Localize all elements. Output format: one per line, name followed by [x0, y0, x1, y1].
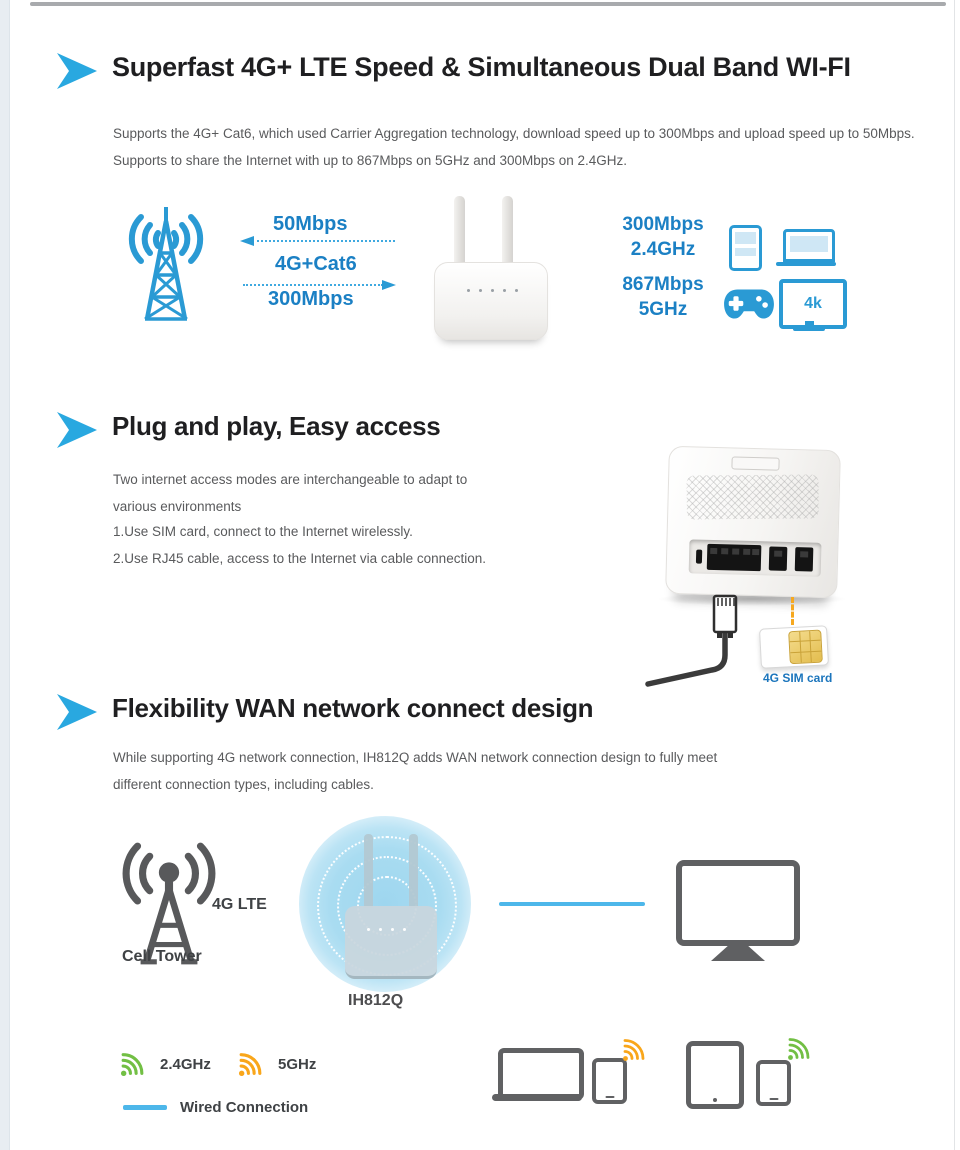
band-24-labels — [608, 212, 718, 262]
download-speed-label: 300Mbps — [268, 288, 354, 310]
sim-chip-line — [790, 640, 821, 643]
glow-router-led — [367, 928, 370, 931]
tablet-gray-icon — [686, 1041, 744, 1109]
glow-router-led — [403, 928, 406, 931]
phone-home-bar — [769, 1098, 778, 1101]
glow-router-antenna — [409, 834, 418, 908]
wifi-24-signal-icon — [786, 1036, 812, 1062]
legend-24-label: 2.4GHz — [160, 1056, 211, 1073]
lan-port-tooth — [743, 549, 750, 555]
band-24-speed: 300Mbps — [622, 214, 704, 235]
tv-stand-base — [793, 327, 825, 331]
sim-card-label: 4G SIM card — [763, 671, 833, 685]
section3-title: Flexibility WAN network connect design — [112, 693, 594, 723]
tablet-icon — [729, 225, 762, 271]
left-page-edge — [0, 0, 10, 1150]
right-page-edge — [954, 0, 955, 1150]
laptop-base — [492, 1094, 582, 1101]
upload-speed-label: 50Mbps — [273, 213, 348, 235]
wifi-5-signal-icon — [621, 1037, 647, 1063]
router-back-body — [665, 446, 841, 598]
band-24-freq: 2.4GHz — [630, 239, 696, 260]
router-led — [479, 289, 482, 292]
legend-wired-label: Wired Connection — [180, 1099, 309, 1116]
sim-chip — [788, 630, 823, 665]
router-led — [467, 289, 470, 292]
wifi-5-icon — [237, 1051, 264, 1078]
router-label-plate — [731, 456, 779, 470]
router-model-label: IH812Q — [348, 992, 404, 1009]
section2-bullet-arrow-icon — [57, 412, 97, 448]
laptop-screen-band — [790, 236, 828, 252]
section1-title: Superfast 4G+ LTE Speed & Simultaneous Dual Band WI-FI — [112, 52, 851, 82]
tablet-home-dot — [713, 1098, 717, 1102]
sim-chip-line — [799, 632, 802, 663]
sim-chip-line — [809, 631, 812, 662]
wan-port-tooth — [774, 551, 782, 557]
section3-bullet-arrow-icon — [57, 694, 97, 730]
glow-router-body — [345, 906, 437, 979]
lan-port-tooth — [710, 548, 717, 554]
lan-port-tooth — [800, 551, 808, 557]
section1-paragraph-line2: Supports to share the Internet with up to 867Mbps on 5GHz and 300Mbps on 2.4GHz. — [113, 153, 628, 168]
band-5-speed: 867Mbps — [622, 274, 704, 295]
smartphone-icon-2 — [756, 1060, 791, 1106]
legend-5-label: 5GHz — [278, 1056, 317, 1073]
section2-line1: Two internet access modes are interchangeable to adapt to — [113, 472, 468, 487]
lan-port-tooth — [732, 548, 739, 554]
section3-paragraph-line1: While supporting 4G network connection, IH812Q adds WAN network connection design to fully meet — [113, 750, 718, 765]
section2-line3: 1.Use SIM card, connect to the Internet wirelessly. — [113, 524, 413, 539]
upload-arrowhead-icon — [240, 236, 254, 246]
router-front-image — [428, 190, 548, 340]
tv-4k-badge: 4k — [804, 295, 822, 312]
lan-port — [795, 547, 814, 571]
glow-router-led — [379, 928, 382, 931]
sim-chip-line — [790, 651, 821, 654]
tablet-screen-band — [735, 232, 756, 244]
upload-arrow-line — [252, 240, 395, 242]
glow-router-antenna — [364, 834, 373, 908]
tablet-screen-band — [735, 248, 756, 256]
router-port-recess — [689, 539, 822, 576]
legend-wired-line — [123, 1105, 167, 1110]
download-arrow-line — [243, 284, 383, 286]
monitor-screen — [676, 860, 800, 946]
top-divider — [30, 2, 946, 6]
laptop-screen — [498, 1048, 584, 1100]
smartphone-icon — [592, 1058, 627, 1104]
wifi-24-icon — [119, 1051, 146, 1078]
cell-tower-blue-icon — [110, 203, 222, 331]
router-led — [515, 289, 518, 292]
glow-router-led — [391, 928, 394, 931]
laptop-base — [776, 262, 836, 266]
laptop-screen — [783, 229, 835, 262]
section1-paragraph-line1: Supports the 4G+ Cat6, which used Carrier Aggregation technology, download speed up to 300Mbps and upload speed up to 50Mbps. — [113, 126, 915, 141]
band-5-labels — [608, 272, 718, 322]
phone-home-bar — [605, 1096, 614, 1099]
lan-port-block — [707, 544, 762, 571]
band-5-freq: 5GHz — [638, 299, 688, 320]
lan-port-tooth — [721, 548, 728, 554]
download-arrowhead-icon — [382, 280, 396, 290]
tower-band-label: 4G LTE — [212, 896, 267, 913]
router-led — [503, 289, 506, 292]
technology-label: 4G+Cat6 — [275, 253, 357, 275]
section1-bullet-arrow-icon — [57, 53, 97, 89]
sim-card-image — [759, 625, 829, 669]
rj45-cable-icon — [640, 585, 760, 700]
section3-paragraph-line2: different connection types, including cables. — [113, 777, 374, 792]
tower-caption: Cell Tower — [122, 948, 202, 965]
wan-port — [769, 546, 788, 570]
monitor-stand — [711, 946, 765, 961]
wired-connection-line — [499, 902, 645, 906]
section2-line4: 2.Use RJ45 cable, access to the Internet via cable connection. — [113, 551, 486, 566]
router-body — [434, 262, 548, 340]
power-port — [696, 550, 702, 564]
gamepad-icon — [722, 286, 776, 322]
section2-line2: various environments — [113, 499, 242, 514]
sim-dashed-pointer — [791, 597, 794, 625]
router-glow-image — [344, 834, 439, 979]
router-vent-texture — [686, 474, 818, 519]
router-led — [491, 289, 494, 292]
section2-title: Plug and play, Easy access — [112, 411, 441, 441]
lan-port-tooth — [752, 549, 759, 555]
